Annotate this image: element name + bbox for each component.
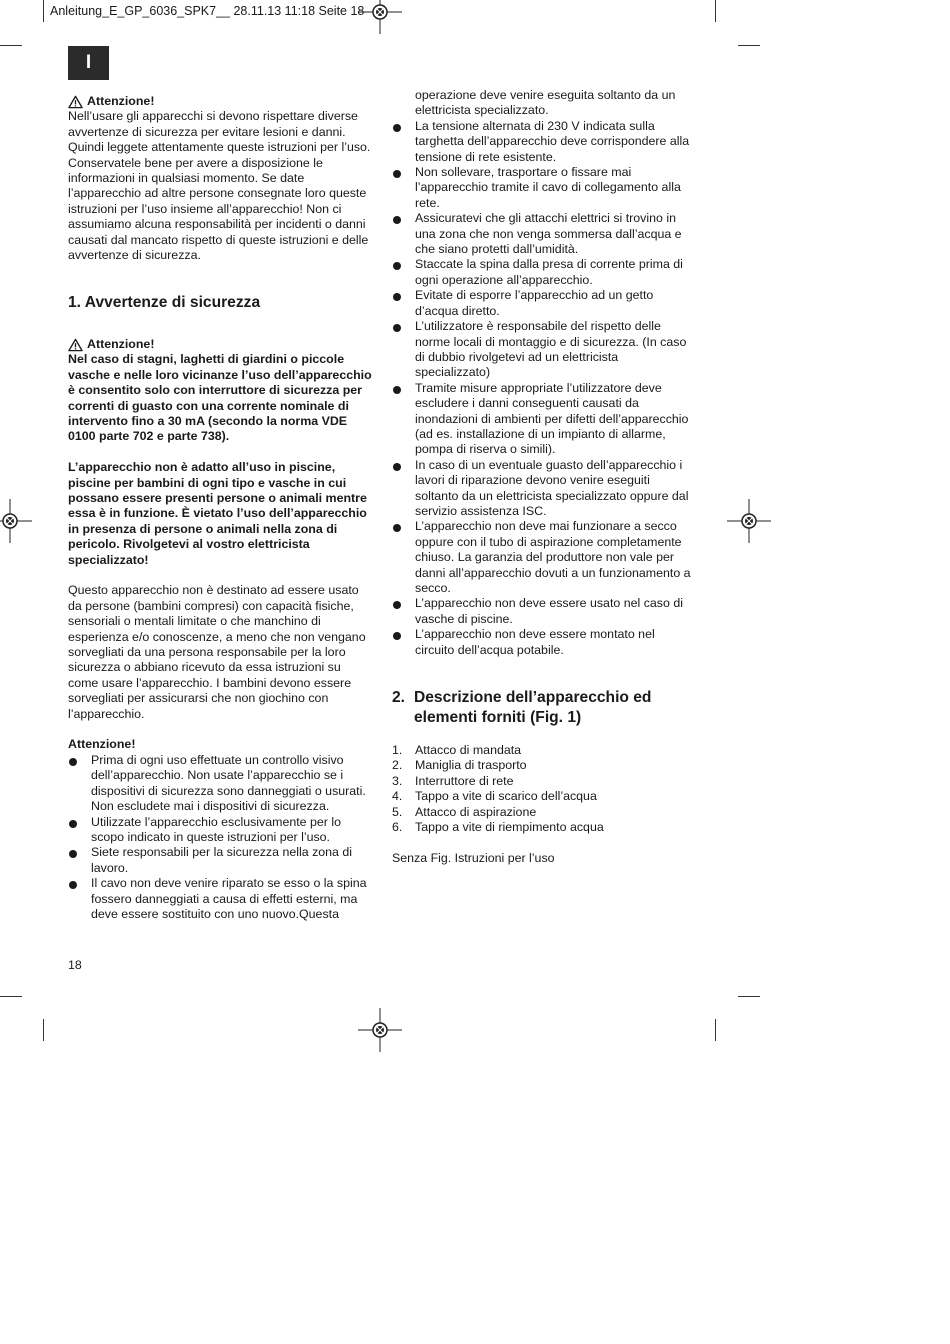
parts-list: [392, 743, 692, 835]
registration-mark-icon: [358, 1008, 402, 1052]
warning-triangle-icon: [68, 338, 83, 352]
list-item: L’apparecchio non deve essere montato nel circuito dell’acqua potabile.: [392, 627, 692, 658]
list-item: Staccate la spina dalla presa di corrente prima di ogni operazione all’apparecchio.: [392, 257, 692, 288]
list-item: 5. Attacco di aspirazione: [392, 804, 537, 819]
list-item: Assicuratevi che gli attacchi elettrici si trovino in una zona che non venga sommersa dall’acqua e che siano protetti dall’umidità.: [392, 211, 692, 257]
left-column: [68, 94, 374, 922]
list-item: Utilizzate l’apparecchio esclusivamente per lo scopo indicato in queste istruzioni per l’uso.: [68, 815, 374, 846]
safety-warning-title: [68, 337, 374, 352]
registration-mark-icon: [0, 499, 32, 543]
crop-mark: [738, 45, 760, 46]
continuation-text: operazione deve venire eseguita soltanto da un elettricista specializzato.: [415, 88, 676, 118]
intro-warning-title: [68, 94, 374, 109]
list-item: In caso di un eventuale guasto dell’apparecchio i lavori di riparazione devono venire eseguiti soltanto da un elettricista specializzato oppure dal servizio assistenza ISC.: [392, 458, 692, 520]
crop-mark: [715, 0, 716, 22]
page-number: 18: [68, 958, 82, 972]
language-badge: I: [68, 46, 109, 80]
section2-number: 2.: [392, 689, 406, 707]
list-item: Tramite misure appropriate l’utilizzatore deve escludere i danni conseguenti causati da inondazioni di ambienti per difetti dell’apparecchio (ad es. installazione di un impianto di allarme, pompa di riserva o simili).: [392, 381, 692, 458]
list-item: Il cavo non deve venire riparato se esso o la spina fossero danneggiati a causa di effetti esterni, ma deve essere sostituito con uno nuovo.Questa: [68, 876, 374, 922]
crop-mark: [715, 1019, 716, 1041]
crop-mark: [738, 996, 760, 997]
section2-title: Descrizione dell’apparecchio ed elementi forniti (Fig. 1): [414, 689, 652, 726]
intro-warning-label: Attenzione!: [87, 94, 155, 108]
attention-heading: Attenzione!: [68, 737, 136, 752]
list-item: Non sollevare, trasportare o fissare mai l’apparecchio tramite il cavo di collegamento alla rete.: [392, 165, 692, 211]
crop-mark: [43, 1019, 44, 1041]
list-item: Siete responsabili per la sicurezza nella zona di lavoro.: [68, 845, 374, 876]
print-slug: Anleitung_E_GP_6036_SPK7__ 28.11.13 11:18 Seite 18: [50, 4, 365, 18]
list-item: L’utilizzatore è responsabile del rispetto delle norme locali di montaggio e di sicurezza. (In caso di dubbio rivolgetevi ad un elettricista specializzato): [392, 319, 692, 381]
crop-mark: [0, 996, 22, 997]
list-item: 1. Attacco di mandata: [392, 743, 522, 758]
list-item: La tensione alternata di 230 V indicata sulla targhetta dell’apparecchio deve corrispondere alla tensione di rete esistente.: [392, 119, 692, 165]
list-item: Prima di ogni uso effettuate un controllo visivo dell’apparecchio. Non usate l’apparecchio se i dispositivi di sicurezza sono danneggiati o usurati. Non escludete mai i dispositivi di sicurezza.: [68, 753, 374, 815]
left-bullet-list: [68, 753, 374, 922]
list-item: L’apparecchio non deve essere usato nel caso di vasche di piscine.: [392, 596, 692, 627]
right-bullet-list: [392, 119, 692, 658]
crop-mark: [0, 45, 22, 46]
safety-warning-label: Attenzione!: [87, 336, 155, 351]
registration-mark-icon: [727, 499, 771, 543]
children-paragraph: Questo apparecchio non è destinato ad essere usato da persone (bambini compresi) con capacità fisiche, sensoriali o mentali limitate o che manchino di esperienza e/o conoscenze, a meno che non vengano sorvegliati da una persona responsabile per la loro sicurezza o abbiano ricevuto da essa istruzioni su come usare l’apparecchio. I bambini devono essere sorvegliati per assicurarsi che non giochino con l’apparecchio.: [68, 583, 366, 721]
intro-paragraph: Nell’usare gli apparecchi si devono rispettare diverse avvertenze di sicurezza per evitare lesioni e danni. Quindi leggete attentamente queste istruzioni per l’uso. Conservatele bene per avere a disposizione le informazioni in qualsiasi momento. Se date l’apparecchio ad altre persone consegnate loro queste istruzioni per l’uso insieme all’apparecchio! Non ci assumiamo alcuna responsabilità per incidenti o danni causati dal mancato rispetto di queste istruzioni e delle avvertenze di sicurezza.: [68, 109, 371, 263]
section1-heading: 1. Avvertenze di sicurezza: [68, 294, 261, 312]
list-item: L’apparecchio non deve mai funzionare a secco oppure con il tubo di aspirazione completamente chiuso. La garanzia del produttore non vale per danni all’apparecchio dovuti a un funzionamento a secco.: [392, 519, 692, 596]
rcd-warning-paragraph: Nel caso di stagni, laghetti di giardini o piccole vasche e nelle loro vicinanze l’uso dell’apparecchio è consentito solo con interruttore di sicurezza per correnti di guasto con una corrente nominale di intervento fino a 30 mA (secondo la norma VDE 0100 parte 702 e parte 738).: [68, 352, 372, 444]
list-item: 6. Tappo a vite di riempimento acqua: [392, 820, 604, 835]
list-item: 2. Maniglia di trasporto: [392, 758, 527, 773]
list-item: Evitate di esporre l’apparecchio ad un getto d’acqua diretto.: [392, 288, 692, 319]
pool-warning-paragraph: L’apparecchio non è adatto all’uso in piscine, piscine per bambini di ogni tipo e vasche in cui possano essere presenti persone o animali mentre essa è in funzione. È vietato l’uso dell’apparecchio in presenza di persone o animali nella zona di pericolo. Rivolgetevi al vostro elettricista specializzato!: [68, 460, 367, 567]
right-column: [392, 88, 692, 866]
list-item: 4. Tappo a vite di scarico dell’acqua: [392, 789, 597, 804]
crop-mark: [43, 0, 44, 22]
section2-heading: [392, 688, 692, 727]
list-item: 3. Interruttore di rete: [392, 773, 514, 788]
warning-triangle-icon: [68, 95, 83, 109]
registration-mark-icon: [358, 0, 402, 34]
footnote: Senza Fig. Istruzioni per l’uso: [392, 850, 555, 865]
